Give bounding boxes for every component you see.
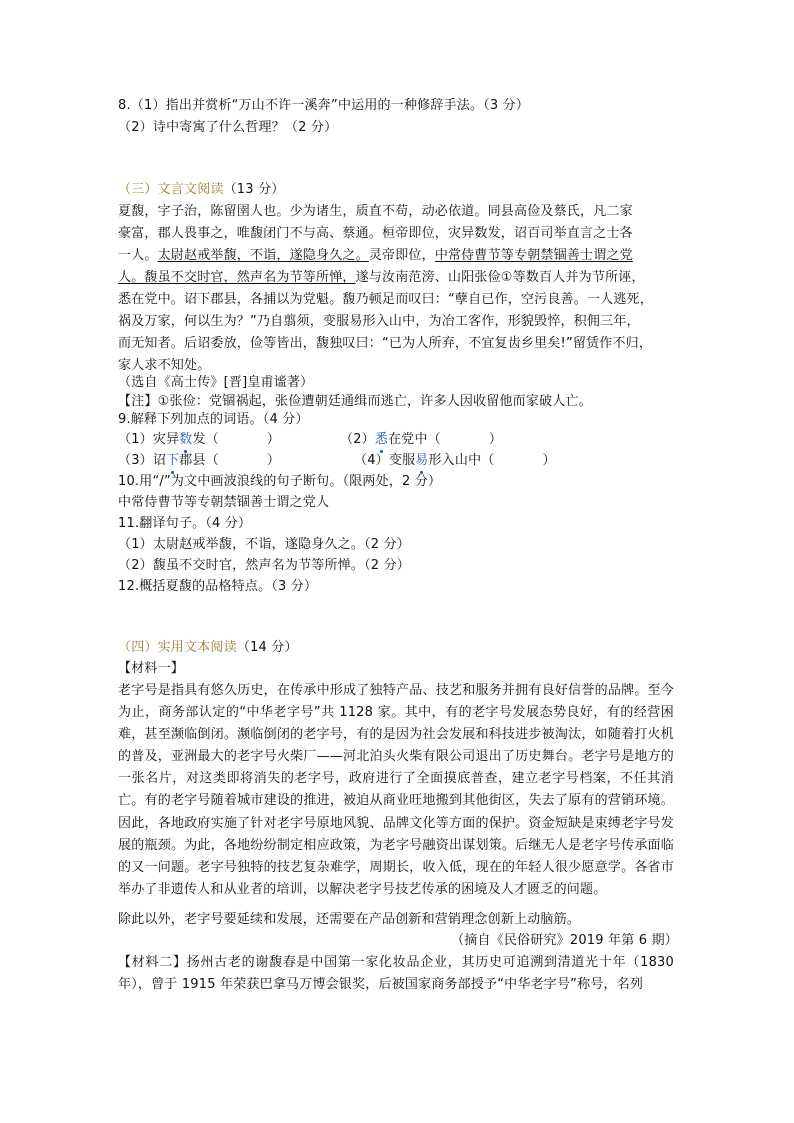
wavy-underlined-sentence: 中常侍曹节等专朝禁锢善士谓之党 (434, 248, 633, 263)
q8-line-1: 8.（1）指出并赏析“万山不许一溪奔”中运用的一种修辞手法。（3 分） (118, 98, 530, 113)
material-2-body: 扬州古老的谢馥春是中国第一家化妆品企业，其历史可追溯到清道光十年（1830 年），曾于 1915 年荣获巴拿马万博会银奖，后被国家商务部授予“中华老字号”称号，名列 (118, 955, 674, 992)
section-3-score: （13 分） (223, 182, 285, 197)
passage-text: 遂与汝南范滂、山阳张俭①等数百人并为节所诬， (355, 270, 645, 285)
section-3-header (118, 180, 284, 200)
q9-item-4: （4）变服易形入山中（ ） (354, 451, 556, 471)
material-1-closing: 除此以外，老字号要延续和发展，还需要在产品创新和营销理念创新上动脑筋。 (118, 912, 581, 927)
passage-line (118, 246, 633, 266)
q11-prompt: 11.翻译句子。（4 分） (118, 516, 252, 531)
passage-line: 夏馥，字子治，陈留圉人也。少为诸生，质直不苟，动必依道。同县高俭及蔡氏，凡二家 (118, 204, 633, 219)
q11-item-2: （2）馥虽不交时官，然声名为节等所惮。（2 分） (118, 558, 410, 573)
material-1-source: （摘自《民俗研究》2019 年第 6 期） (451, 933, 678, 948)
material-2-paragraph (118, 952, 674, 996)
q9-item-1: （1）灾异数发（ ） (118, 430, 280, 450)
section-3-title: （三）文言文阅读 (118, 182, 224, 197)
dotted-word: 数 (179, 430, 192, 450)
section-4-title: （四）实用文本阅读 (118, 640, 237, 655)
dotted-word: 下 (166, 451, 179, 471)
passage-line: 家人求不知处。 (118, 358, 211, 373)
passage-text: 一人。 (118, 248, 158, 263)
passage-line: 而无知者。后诏委放，俭等皆出，馥独叹曰：“已为人所弃，不宜复齿乡里矣!”留赁作不归， (118, 336, 653, 351)
material-1-body: 老字号是指具有悠久历史，在传承中形成了独特产品、技艺和服务并拥有良好信誉的品牌。至今为止，商务部认定的“中华老字号”共 1128 家。其中，有的老字号发展态势良好，有的经营困难，甚至濒临倒闭。濒临倒闭的老字号，有的是因为社会发展和科技进步被淘汰，如随着打火机的普及，亚洲最大的老字号火柴厂——河北泊头火柴有限公司退出了历史舞台。老字号是地方的一张名片，对这类即将消失的老字号，政府进行了全面摸底普查，建立老字号档案，不任其消亡。有的老字号随着城市建设的推进，被迫从商业旺地搬到其他街区，失去了原有的营销环境。因此，各地政府实施了针对老字号原地风貌、品牌文化等方面的保护。资金短缺是束缚老字号发展的瓶颈。为此，各地纷纷制定相应政策，为老字号融资出谋划策。后继无人是老字号传承面临的又一问题。老字号独特的技艺复杂难学，周期长，收入低，现在的年轻人很少愿意学。各省市举办了非遗传人和从业者的培训，以解决老字号技艺传承的困境及人才匮乏的问题。 (118, 683, 674, 897)
q10-prompt: 10.用“/”为文中画波浪线的句子断句。（限两处，2 分） (118, 474, 442, 489)
q12-prompt: 12.概括夏馥的品格特点。（3 分） (118, 579, 318, 594)
passage-text: 灵帝即位， (368, 248, 435, 263)
q9-item-3: （3）诏下郡县（ ） (118, 451, 280, 471)
q9-item-2: （2）悉在党中（ ） (340, 430, 502, 450)
q11-item-1: （1）太尉赵戒举馥，不诣，遂隐身久之。（2 分） (118, 537, 410, 552)
q9-prompt: 9.解释下列加点的词语。（4 分） (118, 412, 309, 427)
q10-sentence: 中常侍曹节等专朝禁锢善士谓之党人 (118, 495, 330, 510)
passage-line (118, 268, 645, 288)
passage-line: 悉在党中。诏下郡县，各捕以为党魁。馥乃顿足而叹曰：“孽自已作，空污良善。一人逃死， (118, 292, 653, 307)
dotted-word: 易 (415, 451, 428, 471)
material-2-label: 【材料二】 (118, 955, 187, 970)
passage-source: （选自《高士传》[晋]皇甫谧著） (118, 375, 314, 390)
q8-line-2: （2）诗中寄寓了什么哲理？（2 分） (118, 120, 338, 135)
dotted-word: 悉 (375, 430, 388, 450)
material-1-label: 【材料一】 (118, 661, 185, 676)
section-4-header (118, 638, 298, 658)
passage-line: 祸及万家，何以生为？”乃自翦须，变服易形入山中，为冶工客作，形貌毁悴，积佣三年， (118, 314, 640, 329)
underlined-sentence: 馥虽不交时官，然声名为节等所惮， (144, 270, 356, 285)
wavy-underlined-sentence-end: 人。 (118, 270, 145, 285)
passage-note: 【注】①张俭：党锢祸起，张俭遭朝廷通缉而逃亡，许多人因收留他而家破人亡。 (118, 394, 592, 409)
section-4-score: （14 分） (236, 640, 298, 655)
underlined-sentence: 太尉赵戒举馥，不诣，遂隐身久之。 (157, 248, 369, 263)
passage-line: 豪富，郡人畏事之，唯馥闭门不与高、蔡通。桓帝即位，灾异数发，诏百司举直言之士各 (118, 226, 633, 241)
